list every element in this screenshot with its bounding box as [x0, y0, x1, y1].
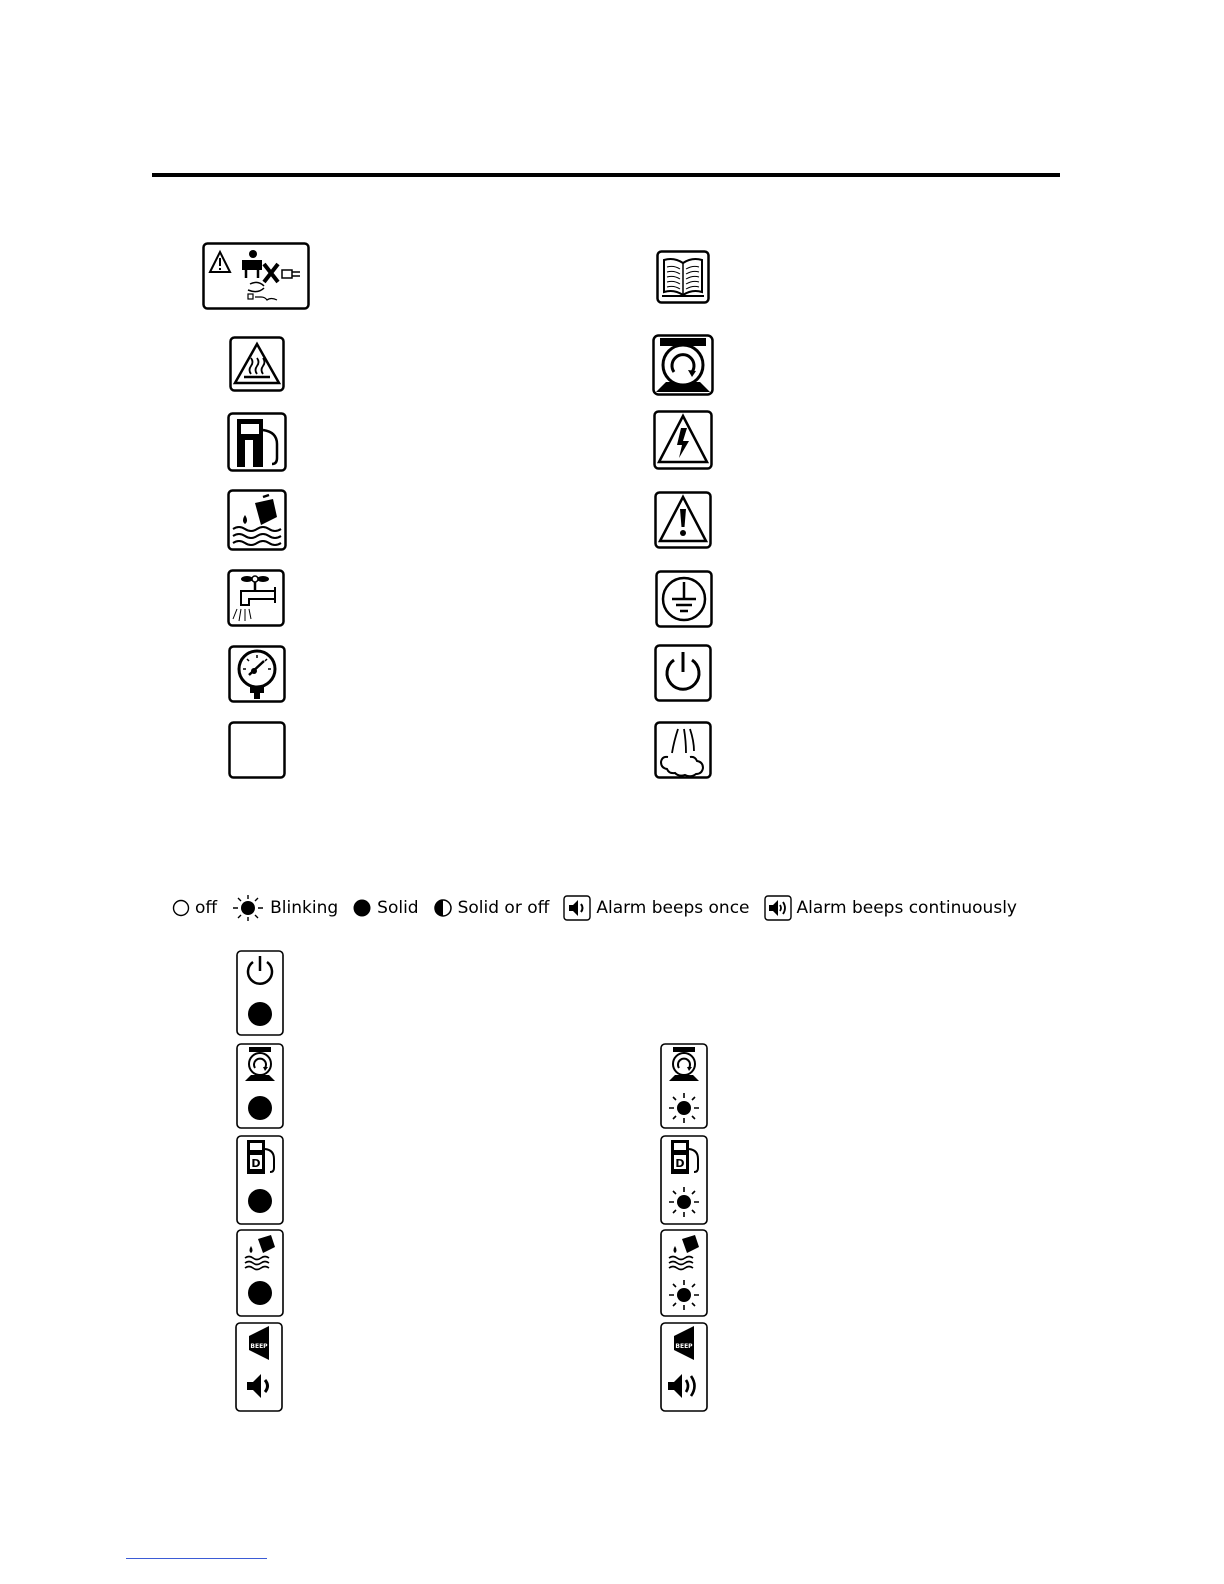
solid-light	[248, 1189, 272, 1213]
engine-indicator-blinking	[660, 1043, 708, 1129]
blinking-light	[669, 1093, 699, 1123]
exhaust-fumes-icon	[654, 721, 712, 779]
power-icon	[654, 644, 712, 702]
solid-circle-icon	[352, 898, 372, 918]
half-circle-icon	[433, 898, 453, 918]
diesel-letter: D	[675, 1157, 685, 1170]
diesel-fuel-icon	[247, 1140, 274, 1174]
hot-surface-icon	[229, 336, 285, 392]
beep-horn-icon	[249, 1326, 269, 1360]
legend-alarm-once-label: Alarm beeps once	[596, 898, 750, 918]
solid-light	[248, 1281, 272, 1305]
beep-indicator-continuous	[660, 1322, 708, 1412]
fuel-indicator-blinking	[660, 1135, 708, 1225]
warning-read-manual-icon	[202, 242, 310, 310]
diesel-fuel-icon	[671, 1140, 698, 1174]
speaker-continuous-icon	[764, 895, 792, 921]
engine-rotation-icon	[652, 334, 714, 396]
legend-solid	[352, 898, 418, 918]
power-indicator-solid	[236, 950, 284, 1036]
blinking-light	[669, 1280, 699, 1310]
speaker-once-icon	[563, 895, 591, 921]
ground-icon	[655, 570, 713, 628]
water-tap-icon	[227, 569, 285, 627]
oil-fluid-icon	[245, 1235, 275, 1270]
oil-fluid-icon	[227, 489, 287, 551]
legend-blinking	[231, 894, 338, 922]
engine-indicator-solid	[236, 1043, 284, 1129]
footer-link-underline[interactable]	[126, 1558, 267, 1559]
legend-solid-or-off	[433, 898, 550, 918]
legend-alarm-once	[563, 895, 749, 921]
blank-symbol-box	[228, 721, 286, 779]
blinking-light	[669, 1187, 699, 1217]
beep-label: BEEP	[675, 1343, 693, 1350]
oil-fluid-icon	[669, 1235, 699, 1270]
solid-light	[248, 1096, 272, 1120]
engine-rotation-icon	[245, 1047, 275, 1081]
legend-blinking-label: Blinking	[270, 898, 339, 918]
speaker-continuous-icon	[668, 1374, 695, 1398]
beep-indicator-once	[235, 1322, 283, 1412]
legend-off-label: off	[195, 898, 218, 918]
indicator-legend	[172, 894, 1017, 922]
fuel-pump-icon	[227, 412, 287, 472]
blinking-light-icon	[231, 894, 265, 922]
diesel-letter: D	[251, 1157, 261, 1170]
general-warning-icon	[654, 491, 712, 549]
fuel-indicator-solid	[236, 1135, 284, 1225]
legend-alarm-continuous	[764, 895, 1017, 921]
engine-rotation-icon	[669, 1047, 699, 1081]
solid-light	[248, 1002, 272, 1026]
beep-label: BEEP	[250, 1343, 268, 1350]
oil-indicator-solid	[236, 1229, 284, 1317]
legend-alarm-continuous-label: Alarm beeps continuously	[796, 898, 1017, 918]
top-rule	[152, 173, 1060, 177]
beep-horn-icon	[674, 1326, 694, 1360]
legend-solid-label: Solid	[377, 898, 419, 918]
electrical-hazard-icon	[653, 410, 713, 470]
pressure-gauge-icon	[228, 645, 286, 703]
off-circle-icon	[172, 899, 190, 917]
read-manual-book-icon	[656, 250, 710, 304]
oil-indicator-blinking	[660, 1229, 708, 1317]
legend-off	[172, 898, 217, 918]
speaker-once-icon	[247, 1374, 268, 1398]
legend-solid-or-off-label: Solid or off	[457, 898, 550, 918]
